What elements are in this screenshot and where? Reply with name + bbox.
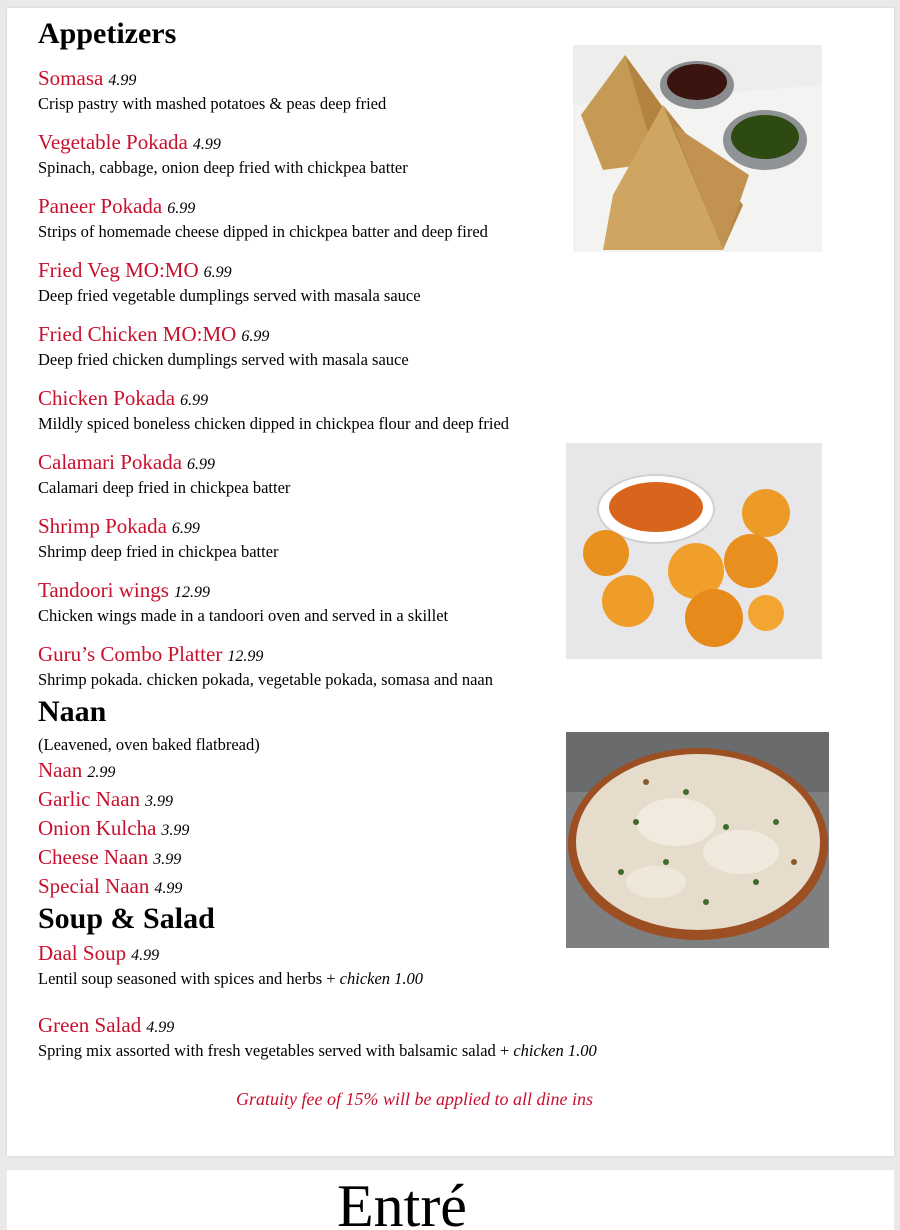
menu-item — [38, 760, 115, 782]
item-price: 4.99 — [146, 1019, 175, 1036]
item-price: 12.99 — [173, 584, 210, 601]
naan-note: (Leavened, oven baked flatbread) — [38, 735, 260, 754]
item-price: 6.99 — [171, 520, 200, 537]
description-text: Lentil soup seasoned with spices and herbs + — [38, 969, 340, 988]
menu-item — [38, 818, 189, 840]
menu-item — [38, 132, 408, 177]
item-description — [38, 1043, 597, 1060]
menu-item — [38, 1015, 597, 1060]
item-name: Calamari Pokada — [38, 450, 183, 474]
item-name: Somasa — [38, 66, 104, 90]
item-description: Spinach, cabbage, onion deep fried with chickpea batter — [38, 158, 408, 177]
item-name: Daal Soup — [38, 941, 127, 965]
menu-item — [38, 847, 181, 869]
item-name: Chicken Pokada — [38, 386, 176, 410]
menu-item — [38, 789, 173, 811]
addon-text: chicken 1.00 — [339, 969, 424, 988]
shrimp-pokada-photo — [566, 443, 822, 659]
next-page-title: Entré — [337, 1173, 467, 1230]
item-description: Shrimp pokada. chicken pokada, vegetable pokada, somasa and naan — [38, 670, 493, 689]
gratuity-note: Gratuity fee of 15% will be applied to all dine ins — [236, 1089, 593, 1109]
item-name: Fried Chicken MO:MO — [38, 322, 237, 346]
menu-item — [38, 68, 386, 113]
samosa-image — [573, 45, 822, 252]
menu-item — [38, 876, 182, 898]
item-price: 2.99 — [87, 764, 116, 781]
item-name: Special Naan — [38, 874, 150, 898]
description-text: Spring mix assorted with fresh vegetables served with balsamic salad + — [38, 1041, 514, 1060]
item-description: Chicken wings made in a tandoori oven and served in a skillet — [38, 606, 449, 625]
item-description: Crisp pastry with mashed potatoes & peas deep fried — [38, 94, 387, 113]
item-name: Paneer Pokada — [38, 194, 163, 218]
item-description: Deep fried vegetable dumplings served with masala sauce — [38, 286, 421, 305]
item-name: Green Salad — [38, 1013, 142, 1037]
item-name: Naan — [38, 758, 83, 782]
samosa-photo — [573, 45, 822, 252]
item-price: 6.99 — [241, 328, 270, 345]
item-price: 4.99 — [154, 880, 183, 897]
soup-salad-heading: Soup & Salad — [38, 902, 215, 935]
item-name: Vegetable Pokada — [38, 130, 188, 154]
item-description: Shrimp deep fried in chickpea batter — [38, 542, 279, 561]
item-price: 6.99 — [180, 392, 209, 409]
item-name: Cheese Naan — [38, 845, 149, 869]
menu-item — [38, 388, 509, 433]
item-price: 3.99 — [145, 793, 174, 810]
item-price: 3.99 — [153, 851, 182, 868]
item-price: 6.99 — [187, 456, 216, 473]
menu-item — [38, 324, 409, 369]
item-name: Onion Kulcha — [38, 816, 157, 840]
naan-image — [566, 732, 829, 948]
menu-item — [38, 943, 423, 988]
item-price: 12.99 — [227, 648, 264, 665]
item-description: Calamari deep fried in chickpea batter — [38, 478, 291, 497]
addon-text: chicken 1.00 — [513, 1041, 597, 1060]
item-name: Guru’s Combo Platter — [38, 642, 223, 666]
menu-page — [7, 8, 894, 1156]
item-name: Shrimp Pokada — [38, 514, 167, 538]
item-name: Garlic Naan — [38, 787, 141, 811]
menu-item — [38, 452, 290, 497]
item-description — [38, 971, 423, 988]
item-description: Deep fried chicken dumplings served with masala sauce — [38, 350, 409, 369]
next-page — [7, 1170, 894, 1230]
item-description: Mildly spiced boneless chicken dipped in chickpea flour and deep fried — [38, 414, 510, 433]
item-price: 6.99 — [203, 264, 232, 281]
item-name: Tandoori wings — [38, 578, 169, 602]
item-price: 4.99 — [131, 947, 160, 964]
item-price: 4.99 — [192, 136, 221, 153]
item-name: Fried Veg MO:MO — [38, 258, 199, 282]
naan-heading: Naan — [38, 695, 107, 728]
item-description: Strips of homemade cheese dipped in chickpea batter and deep fired — [38, 222, 488, 241]
menu-item — [38, 196, 488, 241]
menu-item — [38, 644, 493, 689]
menu-item — [38, 260, 421, 305]
naan-photo — [566, 732, 829, 948]
item-price: 4.99 — [108, 72, 137, 89]
menu-item — [38, 516, 279, 561]
item-price: 6.99 — [167, 200, 196, 217]
item-price: 3.99 — [161, 822, 190, 839]
menu-item — [38, 580, 448, 625]
appetizers-heading: Appetizers — [38, 17, 177, 50]
shrimp-pokada-image — [566, 443, 822, 659]
